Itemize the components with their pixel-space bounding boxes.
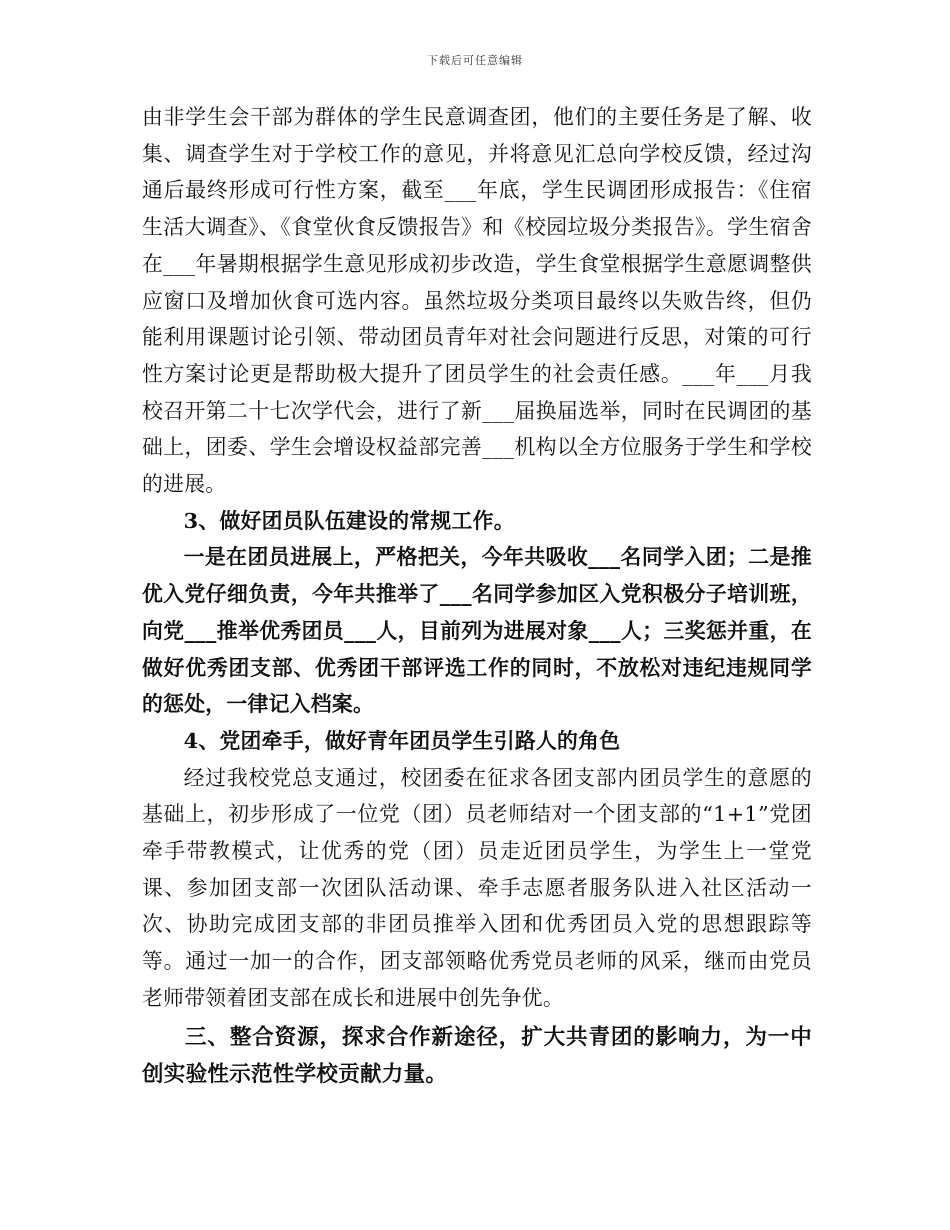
document-body <box>142 99 812 1094</box>
section-heading-integrate-resources: 三、整合资源，探求合作新途径，扩大共青团的影响力，为一中创实验性示范性学校贡献力量。 <box>142 1024 812 1088</box>
heading-league-member-work: 3、做好团员队伍建设的常规工作。 <box>183 507 515 533</box>
paragraph-league-member-development: 一是在团员进展上，严格把关，今年共吸收___名同学入团；二是推优入党仔细负责，今年共推举了___名同学参加区入党积极分子培训班，向党___推举优秀团员___人，目前列为进展对象___人；三奖惩并重，在做好优秀团支部、优秀团干部评选工作的同时，不放松对违纪违规同学的惩处，一律记入档案。 <box>142 544 812 717</box>
heading-party-league-partnership: 4、党团牵手，做好青年团员学生引路人的角色 <box>183 727 621 753</box>
page-header: 下载后可任意编辑 <box>427 54 523 67</box>
paragraph-student-survey: 由非学生会干部为群体的学生民意调查团，他们的主要任务是了解、收集、调查学生对于学校工作的意见，并将意见汇总向学校反馈，经过沟通后最终形成可行性方案，截至___年底，学生民调团形成报告：《住宿生活大调查》、《食堂伙食反馈报告》和《校园垃圾分类报告》。学生宿舍在___年暑期根据学生意见形成初步改造，学生食堂根据学生意愿调整供应窗口及增加伙食可选内容。虽然垃圾分类项目最终以失败告终，但仍能利用课题讨论引领、带动团员青年对社会问题进行反思，对策的可行性方案讨论更是帮助极大提升了团员学生的社会责任感。___年___月我校召开第二十七次学代会，进行了新___届换届选举，同时在民调团的基础上，团委、学生会增设权益部完善___机构以全方位服务于学生和学校的进展。 <box>142 105 812 497</box>
paragraph-partnership-model: 经过我校党总支通过，校团委在征求各团支部内团员学生的意愿的基础上，初步形成了一位党（团）员老师结对一个团支部的“1+1”党团牵手带教模式，让优秀的党（团）员走近团员学生，为学生上一堂党课、参加团支部一次团队活动课、牵手志愿者服务队进入社区活动一次、协助完成团支部的非团员推举入团和优秀团员入党的思想跟踪等等。通过一加一的合作，团支部领略优秀党员老师的风采，继而由党员老师带领着团支部在成长和进展中创先争优。 <box>142 765 812 1010</box>
